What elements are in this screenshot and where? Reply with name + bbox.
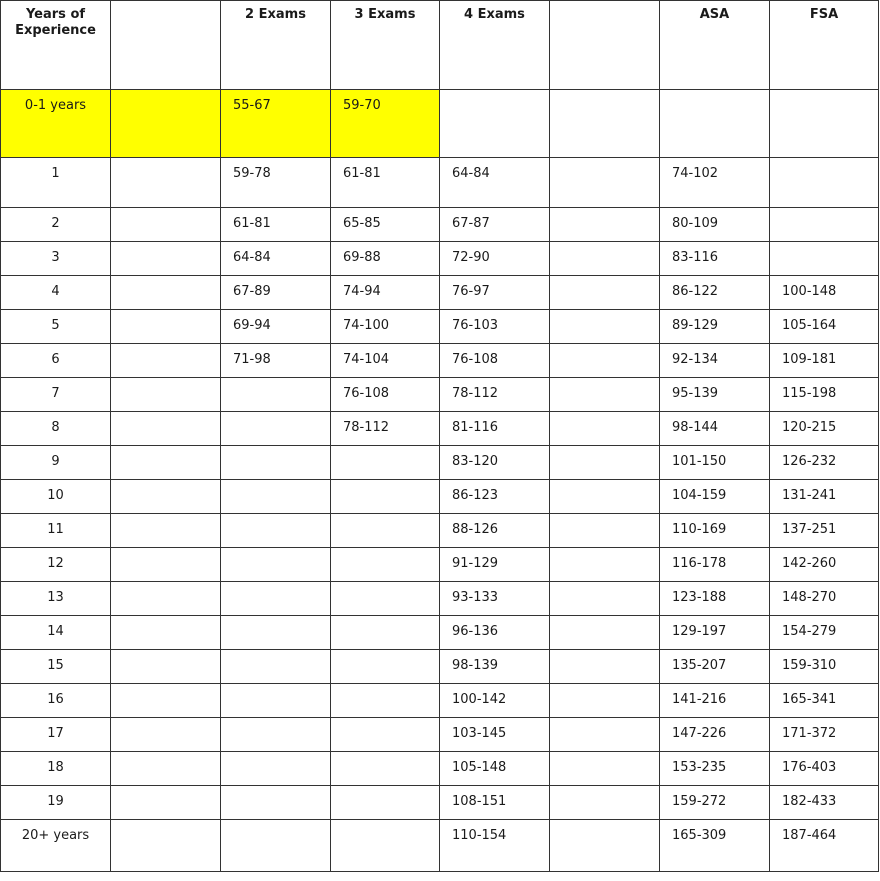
cell-3-exams — [331, 820, 440, 872]
cell-blank-1 — [111, 310, 221, 344]
cell-4-exams: 105-148 — [440, 752, 550, 786]
cell-fsa: 154-279 — [770, 616, 879, 650]
table-row — [1, 242, 879, 276]
table-row — [1, 514, 879, 548]
header-4-exams: 4 Exams — [440, 1, 550, 90]
cell-years: 3 — [1, 242, 111, 276]
table-body — [1, 90, 879, 872]
header-fsa: FSA — [770, 1, 879, 90]
cell-2-exams — [221, 718, 331, 752]
cell-blank-2 — [550, 616, 660, 650]
cell-4-exams: 88-126 — [440, 514, 550, 548]
cell-fsa: 171-372 — [770, 718, 879, 752]
cell-4-exams: 86-123 — [440, 480, 550, 514]
table-row — [1, 446, 879, 480]
cell-4-exams: 83-120 — [440, 446, 550, 480]
cell-fsa: 131-241 — [770, 480, 879, 514]
cell-2-exams — [221, 684, 331, 718]
cell-fsa: 165-341 — [770, 684, 879, 718]
table-row — [1, 412, 879, 446]
cell-fsa: 137-251 — [770, 514, 879, 548]
cell-fsa: 105-164 — [770, 310, 879, 344]
cell-2-exams — [221, 412, 331, 446]
cell-3-exams — [331, 752, 440, 786]
cell-years: 4 — [1, 276, 111, 310]
cell-years: 6 — [1, 344, 111, 378]
cell-asa: 165-309 — [660, 820, 770, 872]
header-row — [1, 1, 879, 90]
cell-3-exams — [331, 616, 440, 650]
cell-blank-1 — [111, 378, 221, 412]
cell-3-exams: 74-94 — [331, 276, 440, 310]
cell-years: 15 — [1, 650, 111, 684]
cell-years: 14 — [1, 616, 111, 650]
cell-asa: 129-197 — [660, 616, 770, 650]
cell-blank-1 — [111, 344, 221, 378]
cell-asa: 110-169 — [660, 514, 770, 548]
cell-2-exams: 55-67 — [221, 90, 331, 158]
cell-blank-2 — [550, 820, 660, 872]
cell-2-exams: 64-84 — [221, 242, 331, 276]
cell-years: 19 — [1, 786, 111, 820]
cell-4-exams: 72-90 — [440, 242, 550, 276]
cell-4-exams: 76-97 — [440, 276, 550, 310]
cell-3-exams: 61-81 — [331, 158, 440, 208]
cell-years: 20+ years — [1, 820, 111, 872]
cell-blank-1 — [111, 718, 221, 752]
table-row — [1, 378, 879, 412]
cell-2-exams: 61-81 — [221, 208, 331, 242]
table-row — [1, 684, 879, 718]
cell-3-exams — [331, 548, 440, 582]
cell-fsa — [770, 158, 879, 208]
cell-blank-1 — [111, 208, 221, 242]
cell-asa: 123-188 — [660, 582, 770, 616]
cell-fsa: 142-260 — [770, 548, 879, 582]
cell-3-exams: 74-100 — [331, 310, 440, 344]
cell-2-exams — [221, 786, 331, 820]
cell-fsa — [770, 208, 879, 242]
cell-asa: 80-109 — [660, 208, 770, 242]
table-row — [1, 786, 879, 820]
cell-asa: 83-116 — [660, 242, 770, 276]
header-3-exams: 3 Exams — [331, 1, 440, 90]
cell-fsa: 109-181 — [770, 344, 879, 378]
cell-fsa: 182-433 — [770, 786, 879, 820]
cell-3-exams: 65-85 — [331, 208, 440, 242]
cell-3-exams: 59-70 — [331, 90, 440, 158]
cell-blank-2 — [550, 344, 660, 378]
cell-2-exams — [221, 480, 331, 514]
cell-fsa: 100-148 — [770, 276, 879, 310]
cell-4-exams: 67-87 — [440, 208, 550, 242]
cell-fsa: 159-310 — [770, 650, 879, 684]
cell-blank-1 — [111, 684, 221, 718]
cell-blank-1 — [111, 752, 221, 786]
header-asa: ASA — [660, 1, 770, 90]
header-blank-2 — [550, 1, 660, 90]
cell-3-exams: 78-112 — [331, 412, 440, 446]
cell-4-exams: 81-116 — [440, 412, 550, 446]
cell-4-exams: 96-136 — [440, 616, 550, 650]
cell-fsa — [770, 242, 879, 276]
header-blank-1 — [111, 1, 221, 90]
cell-4-exams: 110-154 — [440, 820, 550, 872]
cell-4-exams: 98-139 — [440, 650, 550, 684]
header-years-of-experience — [1, 1, 111, 90]
cell-blank-2 — [550, 310, 660, 344]
cell-asa: 98-144 — [660, 412, 770, 446]
cell-blank-2 — [550, 718, 660, 752]
cell-blank-1 — [111, 446, 221, 480]
cell-4-exams: 108-151 — [440, 786, 550, 820]
cell-asa: 135-207 — [660, 650, 770, 684]
cell-asa: 147-226 — [660, 718, 770, 752]
cell-blank-2 — [550, 752, 660, 786]
table-row — [1, 208, 879, 242]
cell-blank-1 — [111, 650, 221, 684]
cell-asa: 86-122 — [660, 276, 770, 310]
cell-blank-2 — [550, 276, 660, 310]
cell-asa: 141-216 — [660, 684, 770, 718]
cell-2-exams: 59-78 — [221, 158, 331, 208]
cell-blank-2 — [550, 786, 660, 820]
table-row — [1, 344, 879, 378]
cell-asa: 74-102 — [660, 158, 770, 208]
cell-2-exams — [221, 650, 331, 684]
cell-asa: 116-178 — [660, 548, 770, 582]
cell-4-exams: 91-129 — [440, 548, 550, 582]
cell-blank-1 — [111, 158, 221, 208]
cell-4-exams: 103-145 — [440, 718, 550, 752]
cell-years: 17 — [1, 718, 111, 752]
cell-3-exams: 76-108 — [331, 378, 440, 412]
cell-blank-1 — [111, 820, 221, 872]
table-row — [1, 752, 879, 786]
cell-blank-2 — [550, 446, 660, 480]
header-2-exams: 2 Exams — [221, 1, 331, 90]
cell-blank-2 — [550, 548, 660, 582]
cell-asa: 104-159 — [660, 480, 770, 514]
cell-3-exams — [331, 480, 440, 514]
cell-blank-2 — [550, 412, 660, 446]
cell-2-exams — [221, 752, 331, 786]
cell-3-exams: 74-104 — [331, 344, 440, 378]
cell-blank-1 — [111, 786, 221, 820]
cell-blank-2 — [550, 514, 660, 548]
cell-blank-1 — [111, 514, 221, 548]
cell-blank-2 — [550, 684, 660, 718]
cell-2-exams — [221, 820, 331, 872]
cell-2-exams — [221, 446, 331, 480]
cell-years: 10 — [1, 480, 111, 514]
cell-2-exams: 69-94 — [221, 310, 331, 344]
cell-years: 9 — [1, 446, 111, 480]
cell-years: 18 — [1, 752, 111, 786]
cell-blank-1 — [111, 616, 221, 650]
cell-fsa: 120-215 — [770, 412, 879, 446]
cell-years: 13 — [1, 582, 111, 616]
table-row — [1, 276, 879, 310]
cell-fsa: 115-198 — [770, 378, 879, 412]
cell-blank-2 — [550, 208, 660, 242]
cell-blank-2 — [550, 158, 660, 208]
cell-fsa — [770, 90, 879, 158]
table-row — [1, 582, 879, 616]
cell-4-exams: 78-112 — [440, 378, 550, 412]
cell-years: 16 — [1, 684, 111, 718]
cell-2-exams: 71-98 — [221, 344, 331, 378]
cell-years: 7 — [1, 378, 111, 412]
cell-asa: 89-129 — [660, 310, 770, 344]
cell-3-exams — [331, 786, 440, 820]
cell-blank-1 — [111, 90, 221, 158]
cell-3-exams: 69-88 — [331, 242, 440, 276]
table-row — [1, 820, 879, 872]
cell-blank-2 — [550, 378, 660, 412]
cell-asa: 95-139 — [660, 378, 770, 412]
cell-asa: 159-272 — [660, 786, 770, 820]
cell-2-exams — [221, 582, 331, 616]
cell-3-exams — [331, 684, 440, 718]
cell-2-exams — [221, 378, 331, 412]
cell-4-exams — [440, 90, 550, 158]
header-years-line: Years of Experience — [15, 7, 96, 38]
cell-blank-1 — [111, 480, 221, 514]
cell-fsa: 187-464 — [770, 820, 879, 872]
cell-4-exams: 93-133 — [440, 582, 550, 616]
cell-3-exams — [331, 582, 440, 616]
cell-blank-2 — [550, 650, 660, 684]
cell-blank-2 — [550, 480, 660, 514]
cell-2-exams — [221, 514, 331, 548]
cell-blank-2 — [550, 242, 660, 276]
cell-3-exams — [331, 514, 440, 548]
cell-fsa: 126-232 — [770, 446, 879, 480]
table-row — [1, 310, 879, 344]
cell-years: 11 — [1, 514, 111, 548]
cell-4-exams: 64-84 — [440, 158, 550, 208]
cell-years: 1 — [1, 158, 111, 208]
cell-years: 2 — [1, 208, 111, 242]
cell-blank-1 — [111, 582, 221, 616]
cell-blank-1 — [111, 412, 221, 446]
cell-fsa: 148-270 — [770, 582, 879, 616]
cell-4-exams: 76-103 — [440, 310, 550, 344]
cell-2-exams — [221, 616, 331, 650]
cell-blank-1 — [111, 242, 221, 276]
cell-3-exams — [331, 446, 440, 480]
cell-years: 5 — [1, 310, 111, 344]
table-row — [1, 480, 879, 514]
cell-asa: 153-235 — [660, 752, 770, 786]
cell-4-exams: 76-108 — [440, 344, 550, 378]
table-row — [1, 718, 879, 752]
cell-blank-2 — [550, 90, 660, 158]
cell-3-exams — [331, 718, 440, 752]
table-row — [1, 650, 879, 684]
table-row — [1, 90, 879, 158]
cell-blank-1 — [111, 276, 221, 310]
table-row — [1, 158, 879, 208]
cell-asa: 101-150 — [660, 446, 770, 480]
cell-blank-2 — [550, 582, 660, 616]
table-row — [1, 548, 879, 582]
cell-years: 0-1 years — [1, 90, 111, 158]
cell-fsa: 176-403 — [770, 752, 879, 786]
cell-4-exams: 100-142 — [440, 684, 550, 718]
cell-2-exams — [221, 548, 331, 582]
cell-asa: 92-134 — [660, 344, 770, 378]
cell-years: 8 — [1, 412, 111, 446]
cell-blank-1 — [111, 548, 221, 582]
cell-2-exams: 67-89 — [221, 276, 331, 310]
cell-3-exams — [331, 650, 440, 684]
table-row — [1, 616, 879, 650]
cell-years: 12 — [1, 548, 111, 582]
cell-asa — [660, 90, 770, 158]
